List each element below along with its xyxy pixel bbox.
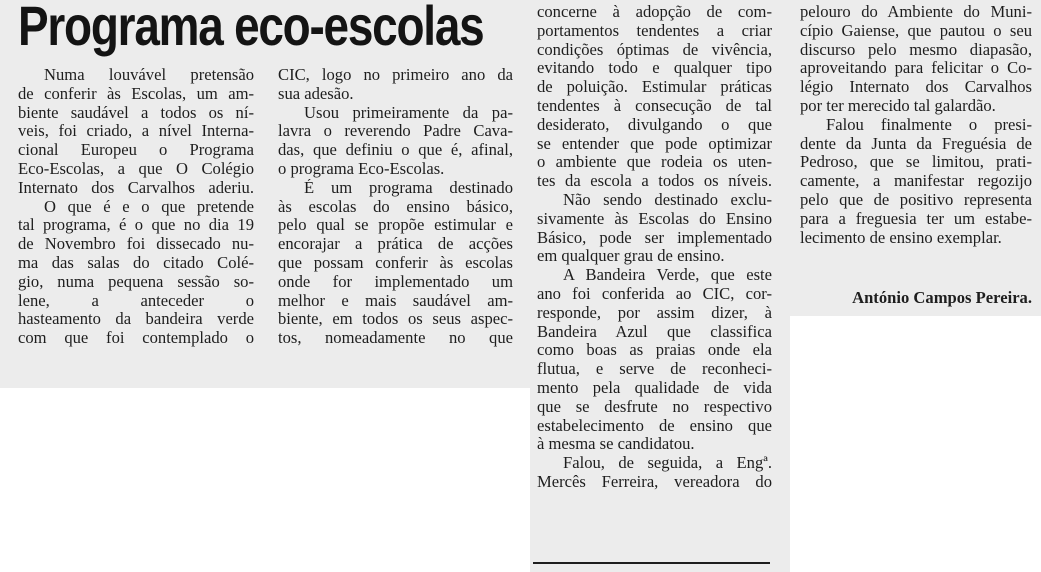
- column-1: [18, 66, 254, 348]
- text-line: cional Europeu o Programa: [18, 141, 254, 160]
- text-line: responde, por assim dizer, à: [537, 303, 772, 322]
- text-line: evitando todo e qualquer tipo: [537, 59, 772, 78]
- column-divider-rule: [533, 562, 770, 564]
- text-line: cípio Gaiense, que pautou o seu: [800, 21, 1032, 40]
- text-line: portamentos tendentes a criar: [537, 21, 772, 40]
- text-line: lene, a anteceder o: [18, 291, 254, 310]
- text-line: como boas as praias onde ela: [537, 341, 772, 360]
- text-line: de poluição. Estimular práticas: [537, 78, 772, 97]
- text-line: CIC, logo no primeiro ano da: [278, 66, 513, 84]
- text-line: às escolas do ensino básico,: [278, 197, 513, 216]
- text-line: hasteamento da bandeira verde: [18, 310, 254, 329]
- text-line: discurso pelo mesmo diapasão,: [800, 40, 1032, 59]
- text-line: Usou primeiramente da pa-: [304, 103, 513, 122]
- text-line: É um programa destinado: [304, 178, 513, 197]
- text-line: lecimento de ensino exemplar.: [800, 228, 1002, 247]
- text-line: se entender que pode optimizar: [537, 134, 772, 153]
- text-line: condições óptimas de vivência,: [537, 40, 772, 59]
- text-line: aproveitando para felicitar o Co-: [800, 59, 1032, 78]
- text-line: para a freguesia ter um estabe-: [800, 209, 1032, 228]
- article-title: Programa eco-escolas: [18, 0, 484, 57]
- column-3: [537, 3, 772, 492]
- text-line: sua adesão.: [278, 84, 354, 103]
- text-line: com que foi contemplado o: [18, 329, 254, 348]
- text-line: tal programa, é o que no dia 19: [18, 216, 254, 235]
- text-line: légio Internato dos Carvalhos: [800, 78, 1032, 97]
- text-line: tos, nomeadamente no que: [278, 329, 513, 348]
- text-line: Internato dos Carvalhos aderiu.: [18, 178, 254, 197]
- text-line: veis, foi criado, a nível Interna-: [18, 122, 254, 141]
- text-line: tendentes à consecução de tal: [537, 96, 772, 115]
- text-line: das, que definiu o que é, afinal,: [278, 141, 513, 160]
- text-line: melhor e mais saudável am-: [278, 291, 513, 310]
- text-line: biente, em todos os seus aspec-: [278, 310, 513, 329]
- text-line: tes da escola a todos os níveis.: [537, 172, 772, 191]
- text-line: concerne à adopção de com-: [537, 3, 772, 21]
- text-line: o programa Eco-Escolas.: [278, 159, 445, 178]
- text-line: estabelecimento de ensino que: [537, 416, 772, 435]
- text-line: lavra o reverendo Padre Cava-: [278, 122, 513, 141]
- text-line: Falou, de seguida, a Engª.: [563, 454, 772, 473]
- text-line: Pedroso, que se limitou, prati-: [800, 153, 1032, 172]
- text-line: sivamente às Escolas do Ensino: [537, 209, 772, 228]
- author-signature: António Campos Pereira.: [852, 288, 1032, 307]
- text-line: em qualquer grau de ensino.: [537, 247, 725, 266]
- column-2: [278, 66, 513, 348]
- text-line: A Bandeira Verde, que este: [563, 266, 772, 285]
- text-line: que se desfrute no respectivo: [537, 397, 772, 416]
- text-line: Falou finalmente o presi-: [826, 115, 1032, 134]
- text-line: mento pela qualidade de vida: [537, 378, 772, 397]
- text-line: à mesma se candidatou.: [537, 435, 695, 454]
- text-line: o ambiente que rodeia os uten-: [537, 153, 772, 172]
- text-line: ano foi conferida ao CIC, cor-: [537, 284, 772, 303]
- text-line: por ter merecido tal galardão.: [800, 96, 996, 115]
- text-line: gio, numa pequena sessão so-: [18, 272, 254, 291]
- text-line: pelo qual se propõe estimular e: [278, 216, 513, 235]
- text-line: de conferir às Escolas, um am-: [18, 84, 254, 103]
- text-line: Básico, pode ser implementado: [537, 228, 772, 247]
- column-4: [800, 3, 1032, 247]
- text-line: onde for implementado um: [278, 272, 513, 291]
- text-line: que possam conferir às escolas: [278, 253, 513, 272]
- text-line: Não sendo destinado exclu-: [563, 190, 772, 209]
- text-line: camente, a manifestar regozijo: [800, 172, 1032, 191]
- text-line: Eco-Escolas, a que O Colégio: [18, 159, 254, 178]
- text-line: ma das salas do citado Colé-: [18, 253, 254, 272]
- text-line: Numa louvável pretensão: [44, 66, 254, 84]
- text-line: de Novembro foi dissecado nu-: [18, 235, 254, 254]
- text-line: pelo que de positivo representa: [800, 190, 1032, 209]
- text-line: dente da Junta da Freguésia de: [800, 134, 1032, 153]
- text-line: flutua, e serve de reconheci-: [537, 360, 772, 379]
- text-line: O que é e o que pretende: [44, 197, 254, 216]
- text-line: Bandeira Azul que classifica: [537, 322, 772, 341]
- text-line: encorajar a prática de acções: [278, 235, 513, 254]
- text-line: Mercês Ferreira, vereadora do: [537, 472, 772, 491]
- text-line: desiderato, divulgando o que: [537, 115, 772, 134]
- text-line: biente saudável a todos os ní-: [18, 103, 254, 122]
- text-line: pelouro do Ambiente do Muni-: [800, 3, 1032, 21]
